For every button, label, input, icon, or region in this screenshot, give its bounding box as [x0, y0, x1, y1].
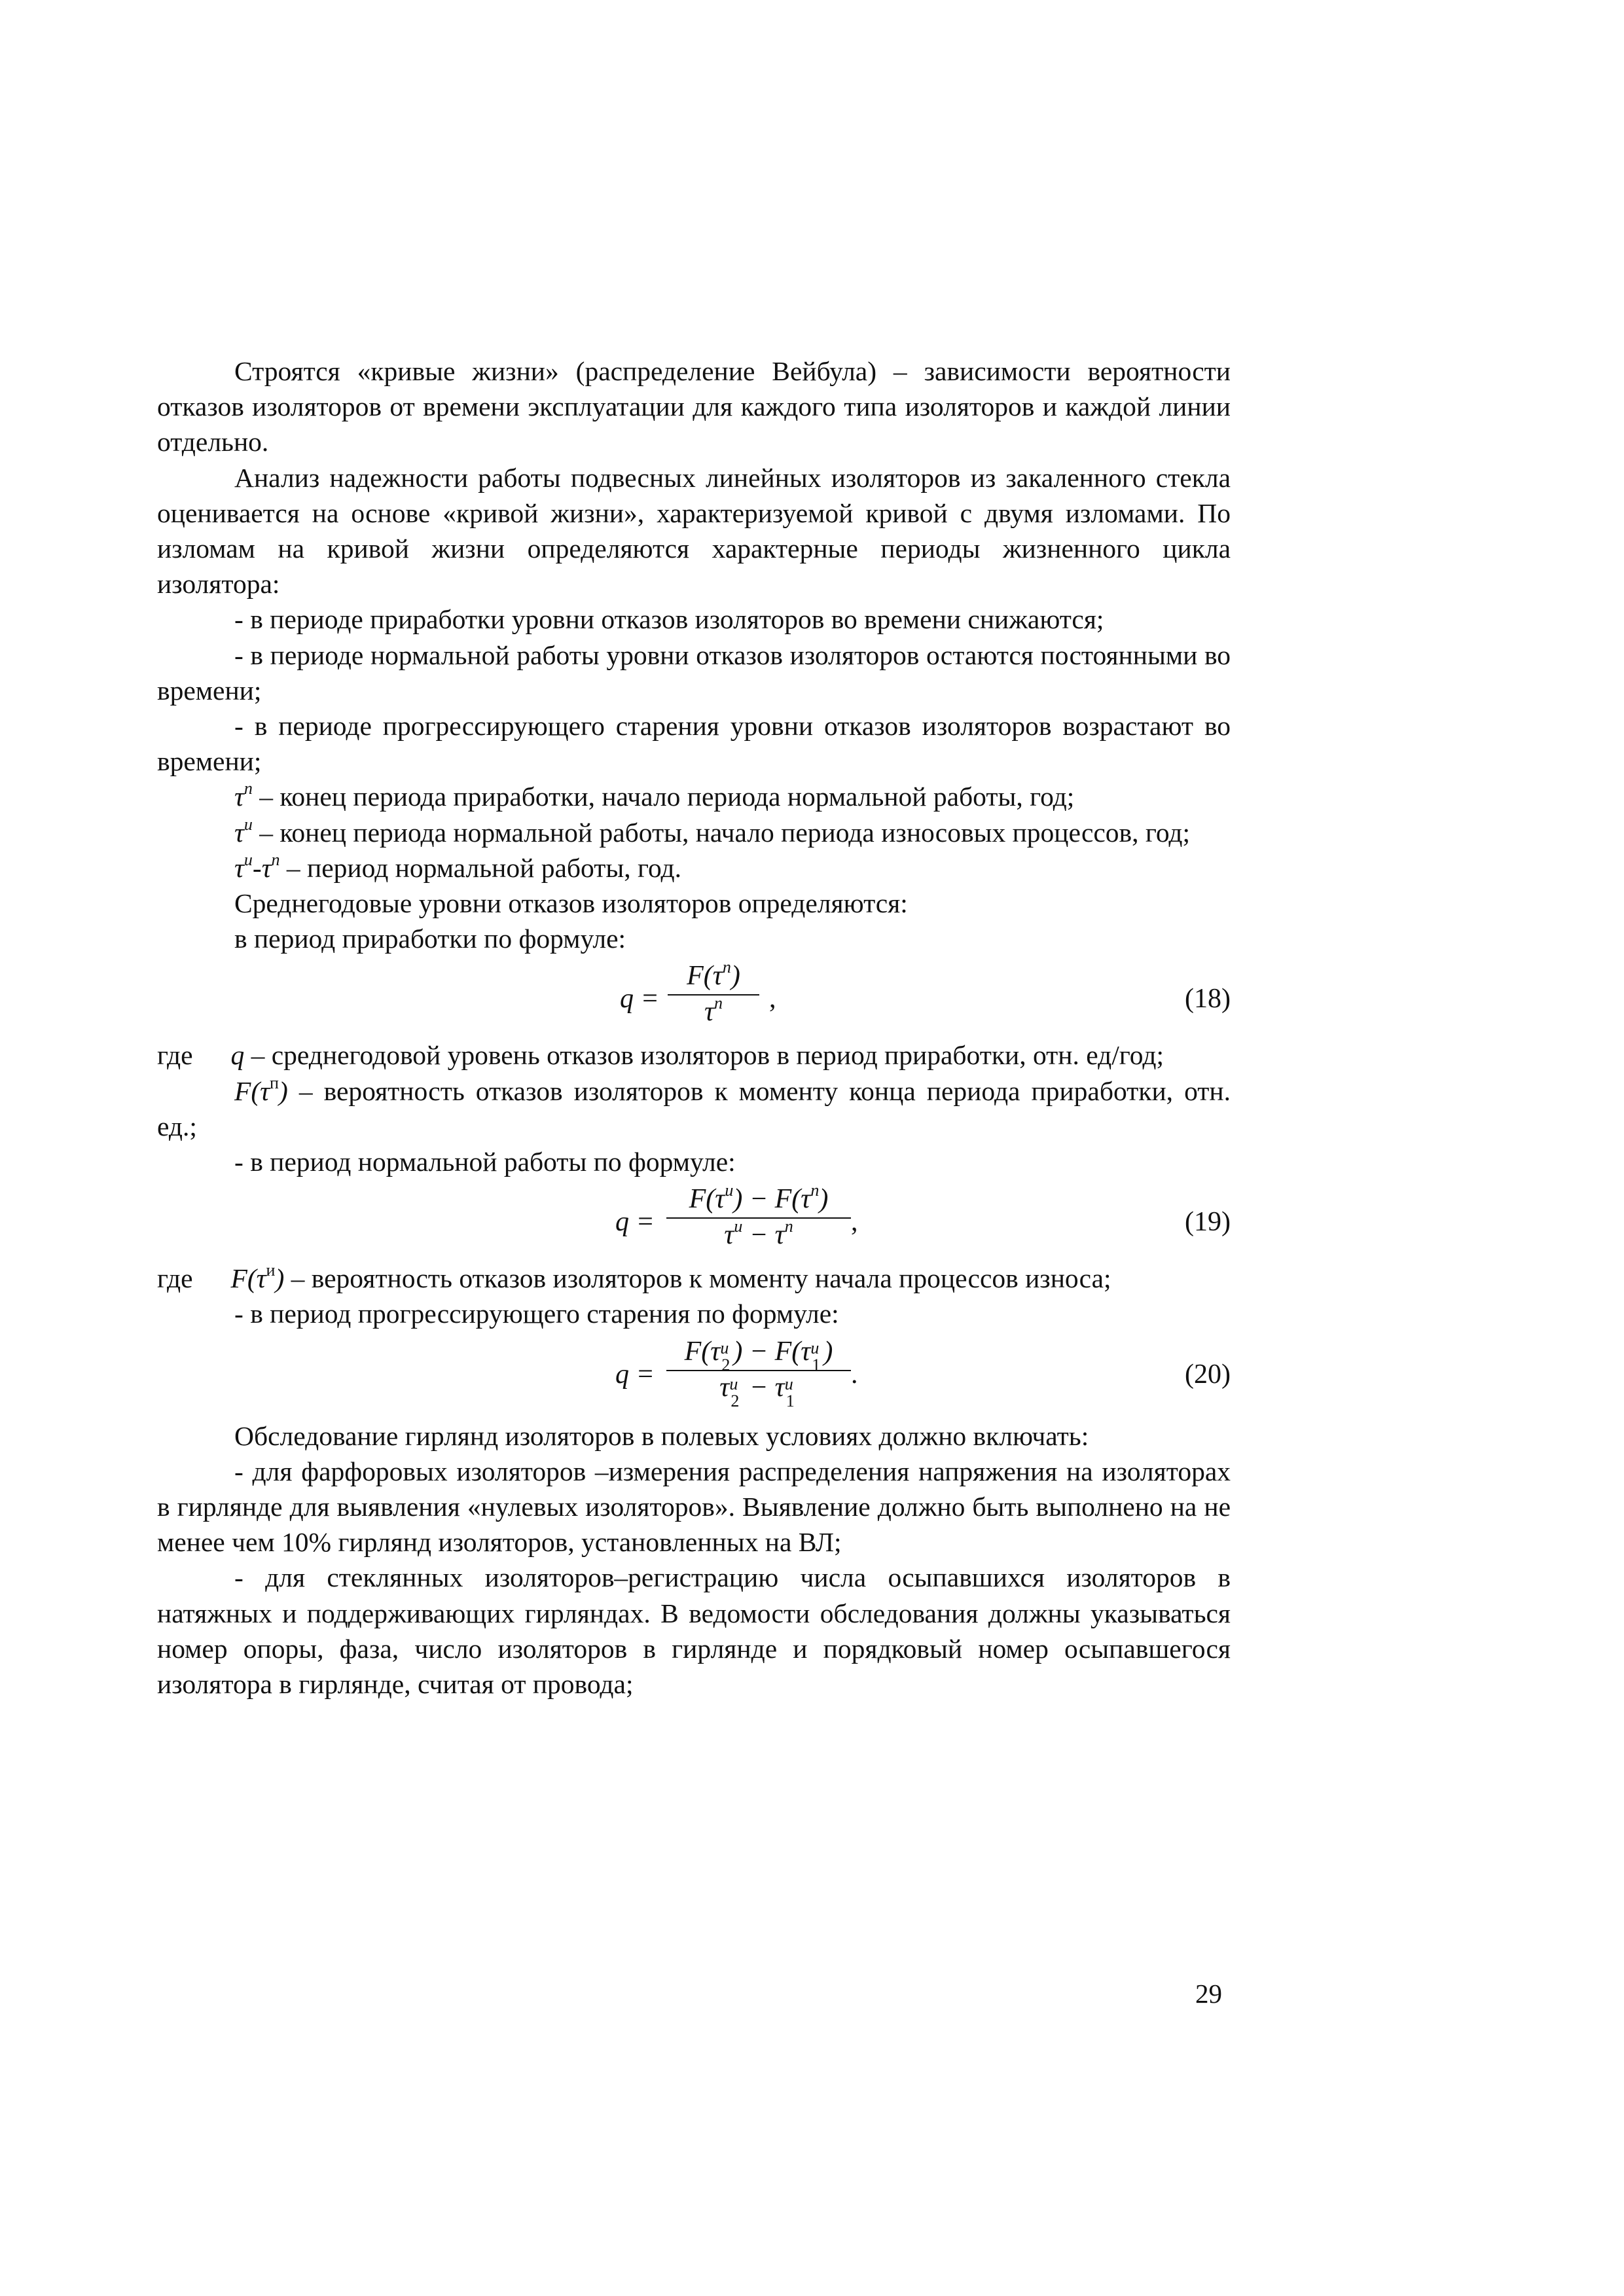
formula-lhs: q = [620, 984, 659, 1014]
definition-text: – конец периода приработки, начало периода нормальной работы, год; [252, 781, 1075, 812]
definition-text: – конец периода нормальной работы, начало периода износовых процессов, год; [252, 817, 1191, 848]
definition-text: – период нормальной работы, год. [280, 852, 681, 883]
formula-fraction [668, 958, 759, 1028]
where-lead: где [157, 1040, 193, 1071]
list-item-porcelain: - для фарфоровых изоляторов –измерения распределения напряжения на изоляторах в гирлянде для выявления «нулевых изоляторов». Выявление должно быть выполнено на не менее чем 10% гирлянд изоляторов, установленных на ВЛ; [157, 1456, 1231, 1558]
formula-numerator: $F(\tau^u) - F(\tau^n)$ [689, 1181, 829, 1215]
where-text: – вероятность отказов изоляторов к моменту конца периода приработки, отн. ед.; [157, 1075, 1231, 1141]
equation-number: (19) [1185, 1207, 1231, 1238]
list-item-glass: - для стеклянных изоляторов–регистрацию числа осыпавшихся изоляторов в натяжных и поддерживающих гирляндах. В ведомости обследования должны указываться номер опоры, фаза, число изоляторов в гирлянде и порядковый номер осыпавшегося изолятора в гирлянде, считая от провода; [157, 1562, 1231, 1700]
formula-fraction [666, 1333, 851, 1410]
paragraph-field-inspection: Обследование гирлянд изоляторов в полевых условиях должно включать: [234, 1420, 1089, 1451]
paragraph-aging-formula: - в период прогрессирующего старения по формуле: [234, 1299, 839, 1329]
formula-20 [157, 1333, 1231, 1416]
symbol-dash: - [252, 852, 262, 883]
paragraph-normal-formula: - в период нормальной работы по формуле: [234, 1147, 736, 1177]
formula-punctuation: . [851, 1359, 858, 1390]
definition-tau-i [157, 815, 1231, 850]
formula-denominator: $\tau^u - \tau^n$ [724, 1217, 793, 1251]
where-symbol: q [230, 1040, 245, 1071]
symbol-tau: τ [234, 852, 244, 883]
symbol-sup-i: и [244, 814, 253, 834]
where-symbol: F(τ [234, 1075, 270, 1106]
symbol-tau: τ [234, 781, 244, 812]
formula-lhs: q = [615, 1207, 655, 1238]
where-symbol: F(τ [230, 1263, 266, 1294]
where-text: – среднегодовой уровень отказов изоляторов в период приработки, отн. ед/год; [244, 1040, 1164, 1071]
symbol-sup-p: п [271, 850, 280, 869]
paragraph-reliability-analysis: Анализ надежности работы подвесных линейных изоляторов из закаленного стекла оценивается на основе «кривой жизни», характеризуемой кривой с двумя изломами. По изломам на кривой жизни определяются характерные периоды жизненного цикла изолятора: [157, 462, 1231, 600]
formula-punctuation: , [769, 984, 776, 1014]
equation-number: (18) [1185, 984, 1231, 1014]
symbol-sup-p: п [244, 779, 253, 798]
symbol-sup-i: и [244, 850, 253, 869]
page-number: 29 [1195, 1979, 1222, 2009]
list-item-normal-work: - в периоде нормальной работы уровни отказов изоляторов остаются постоянными во времени; [157, 639, 1231, 706]
formula-lhs: q = [615, 1359, 655, 1390]
where-text: – вероятность отказов изоляторов к моменту начала процессов износа; [284, 1263, 1111, 1294]
paragraph-running-in-formula: в период приработки по формуле: [234, 924, 626, 954]
where-q [157, 1037, 1231, 1073]
formula-punctuation: , [851, 1207, 858, 1238]
symbol-tau: τ [234, 817, 244, 848]
equation-number: (20) [1185, 1359, 1231, 1390]
list-item-aging: - в периоде прогрессирующего старения уровни отказов изоляторов возрастают во времени; [157, 711, 1231, 777]
where-F-tau-p: $F(\tau^п)$ – вероятность отказов изоляторов к моменту конца периода приработки, отн. ед.; [157, 1073, 1231, 1141]
paragraph-annual-levels: Среднегодовые уровни отказов изоляторов определяются: [234, 888, 908, 919]
definition-normal-period [157, 850, 1231, 886]
formula-19 [157, 1181, 1231, 1258]
where-F-tau-i: где $F(\tau^и)$ – вероятность отказов изоляторов к моменту начала процессов износа; [157, 1261, 1111, 1294]
list-item-running-in: - в периоде приработки уровни отказов изоляторов во времени снижаются; [234, 604, 1104, 635]
page-body [157, 353, 1231, 1702]
where-lead: где [157, 1263, 193, 1294]
formula-numerator: F(τ u 2 ) − F(τ u 1 ) [684, 1336, 833, 1374]
symbol-tau: τ [261, 852, 272, 883]
paragraph-life-curves: Строятся «кривые жизни» (распределение Вейбула) – зависимости вероятности отказов изоляторов от времени эксплуатации для каждого типа изоляторов и каждой линии отдельно. [157, 356, 1231, 457]
formula-denominator: $\tau^n$ [704, 994, 723, 1028]
definition-tau-p [157, 779, 1231, 814]
formula-denominator: τ u 2 − τ u 1 [719, 1372, 795, 1410]
formula-18 [157, 958, 1231, 1035]
formula-numerator: $F(\tau^n)$ [687, 958, 740, 992]
formula-fraction [666, 1181, 851, 1251]
